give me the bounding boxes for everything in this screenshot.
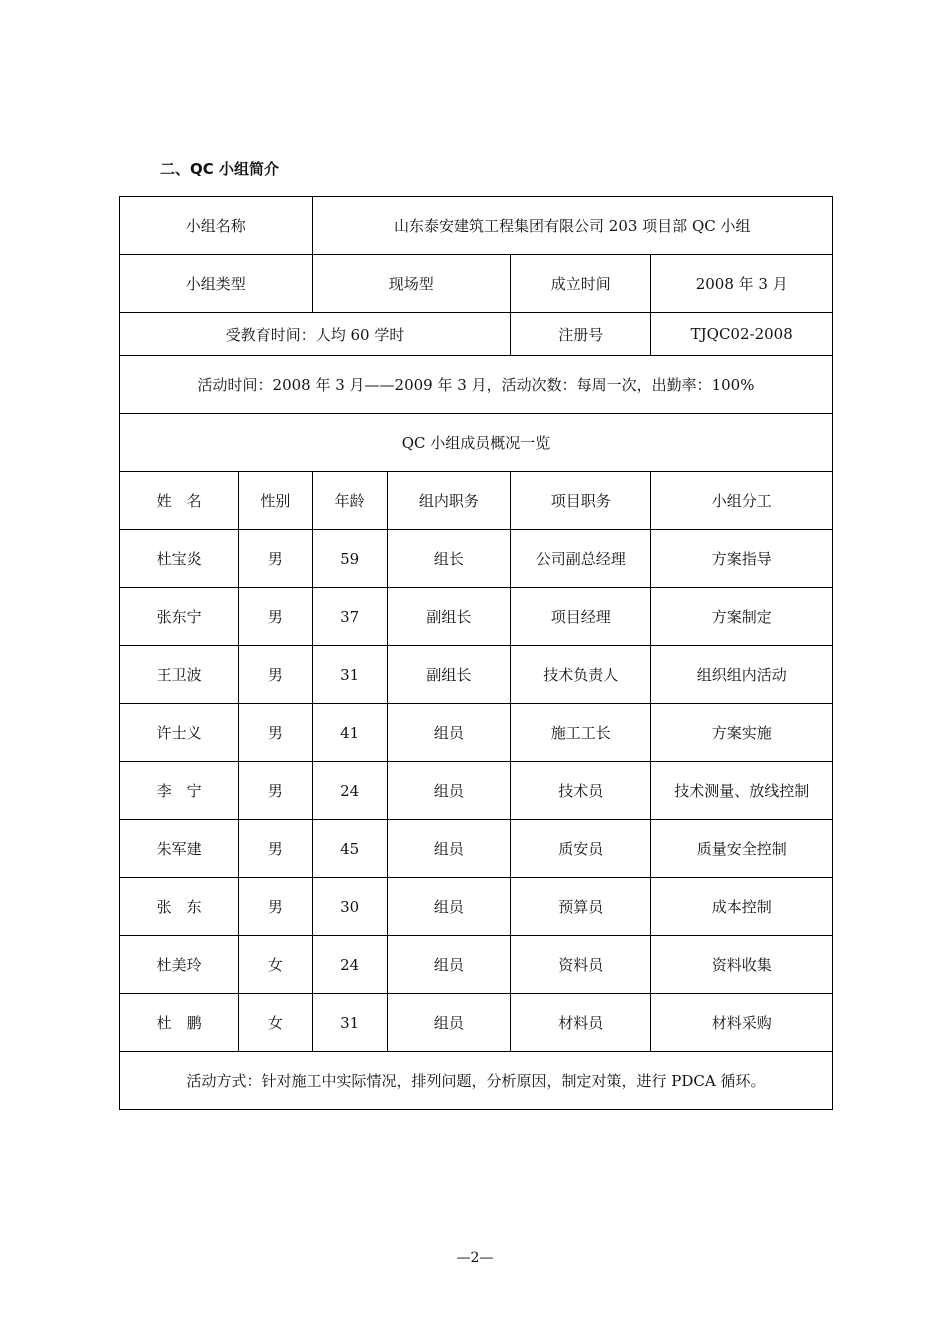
member-name: 许士义: [120, 704, 239, 762]
member-name: 王卫波: [120, 646, 239, 704]
member-project-role: 技术负责人: [511, 646, 651, 704]
table-row: [120, 762, 833, 820]
member-gender: 男: [239, 646, 312, 704]
member-gender: 男: [239, 704, 312, 762]
table-row: [120, 588, 833, 646]
member-project-role: 预算员: [511, 878, 651, 936]
registration-value: TJQC02-2008: [651, 313, 833, 356]
member-division: 组织组内活动: [651, 646, 833, 704]
members-title: QC 小组成员概况一览: [120, 414, 833, 472]
member-age: 24: [312, 762, 387, 820]
member-name: 朱军建: [120, 820, 239, 878]
member-division: 材料采购: [651, 994, 833, 1052]
header-age: 年龄: [312, 472, 387, 530]
member-gender: 男: [239, 820, 312, 878]
table-row: [120, 704, 833, 762]
member-project-role: 资料员: [511, 936, 651, 994]
member-division: 方案实施: [651, 704, 833, 762]
member-age: 41: [312, 704, 387, 762]
header-division: 小组分工: [651, 472, 833, 530]
member-name: 张 东: [120, 878, 239, 936]
member-group-role: 组长: [387, 530, 510, 588]
activity-time: 活动时间：2008 年 3 月——2009 年 3 月，活动次数：每周一次，出勤率：100%: [120, 356, 833, 414]
member-project-role: 材料员: [511, 994, 651, 1052]
member-gender: 男: [239, 878, 312, 936]
group-type-value: 现场型: [312, 255, 511, 313]
member-project-role: 质安员: [511, 820, 651, 878]
member-group-role: 组员: [387, 820, 510, 878]
member-project-role: 技术员: [511, 762, 651, 820]
member-division: 资料收集: [651, 936, 833, 994]
member-age: 24: [312, 936, 387, 994]
registration-label: 注册号: [511, 313, 651, 356]
members-header-row: [120, 472, 833, 530]
group-name-row: [120, 197, 833, 255]
qc-group-table: [119, 196, 833, 1110]
member-group-role: 组员: [387, 704, 510, 762]
header-gender: 性别: [239, 472, 312, 530]
established-value: 2008 年 3 月: [651, 255, 833, 313]
group-type-label: 小组类型: [120, 255, 313, 313]
table-row: [120, 530, 833, 588]
member-group-role: 副组长: [387, 588, 510, 646]
page-number: —2—: [456, 1250, 494, 1266]
group-name-label: 小组名称: [120, 197, 313, 255]
member-age: 31: [312, 646, 387, 704]
member-age: 59: [312, 530, 387, 588]
education-text: 受教育时间：人均 60 学时: [120, 313, 511, 356]
activity-method-row: [120, 1052, 833, 1110]
member-age: 45: [312, 820, 387, 878]
table-row: [120, 820, 833, 878]
member-name: 张东宁: [120, 588, 239, 646]
member-group-role: 副组长: [387, 646, 510, 704]
member-name: 杜美玲: [120, 936, 239, 994]
table-row: [120, 646, 833, 704]
member-gender: 女: [239, 936, 312, 994]
member-project-role: 项目经理: [511, 588, 651, 646]
member-project-role: 施工工长: [511, 704, 651, 762]
group-type-row: [120, 255, 833, 313]
member-name: 李 宁: [120, 762, 239, 820]
member-division: 质量安全控制: [651, 820, 833, 878]
established-label: 成立时间: [511, 255, 651, 313]
group-name-value: 山东泰安建筑工程集团有限公司 203 项目部 QC 小组: [312, 197, 832, 255]
member-name: 杜 鹏: [120, 994, 239, 1052]
members-title-row: [120, 414, 833, 472]
member-group-role: 组员: [387, 762, 510, 820]
table-row: [120, 936, 833, 994]
member-division: 方案指导: [651, 530, 833, 588]
member-division: 成本控制: [651, 878, 833, 936]
member-age: 37: [312, 588, 387, 646]
table-row: [120, 878, 833, 936]
section-title: 二、QC 小组简介: [160, 160, 279, 178]
education-row: [120, 313, 833, 356]
member-age: 31: [312, 994, 387, 1052]
activity-method: 活动方式：针对施工中实际情况，排列问题，分析原因，制定对策，进行 PDCA 循环。: [120, 1052, 833, 1110]
header-name: 姓 名: [120, 472, 239, 530]
activity-time-row: [120, 356, 833, 414]
table-row: [120, 994, 833, 1052]
member-group-role: 组员: [387, 994, 510, 1052]
member-group-role: 组员: [387, 878, 510, 936]
member-name: 杜宝炎: [120, 530, 239, 588]
header-project-role: 项目职务: [511, 472, 651, 530]
member-group-role: 组员: [387, 936, 510, 994]
header-group-role: 组内职务: [387, 472, 510, 530]
member-project-role: 公司副总经理: [511, 530, 651, 588]
member-age: 30: [312, 878, 387, 936]
member-division: 方案制定: [651, 588, 833, 646]
member-gender: 男: [239, 588, 312, 646]
member-division: 技术测量、放线控制: [651, 762, 833, 820]
member-gender: 男: [239, 762, 312, 820]
member-gender: 女: [239, 994, 312, 1052]
member-gender: 男: [239, 530, 312, 588]
